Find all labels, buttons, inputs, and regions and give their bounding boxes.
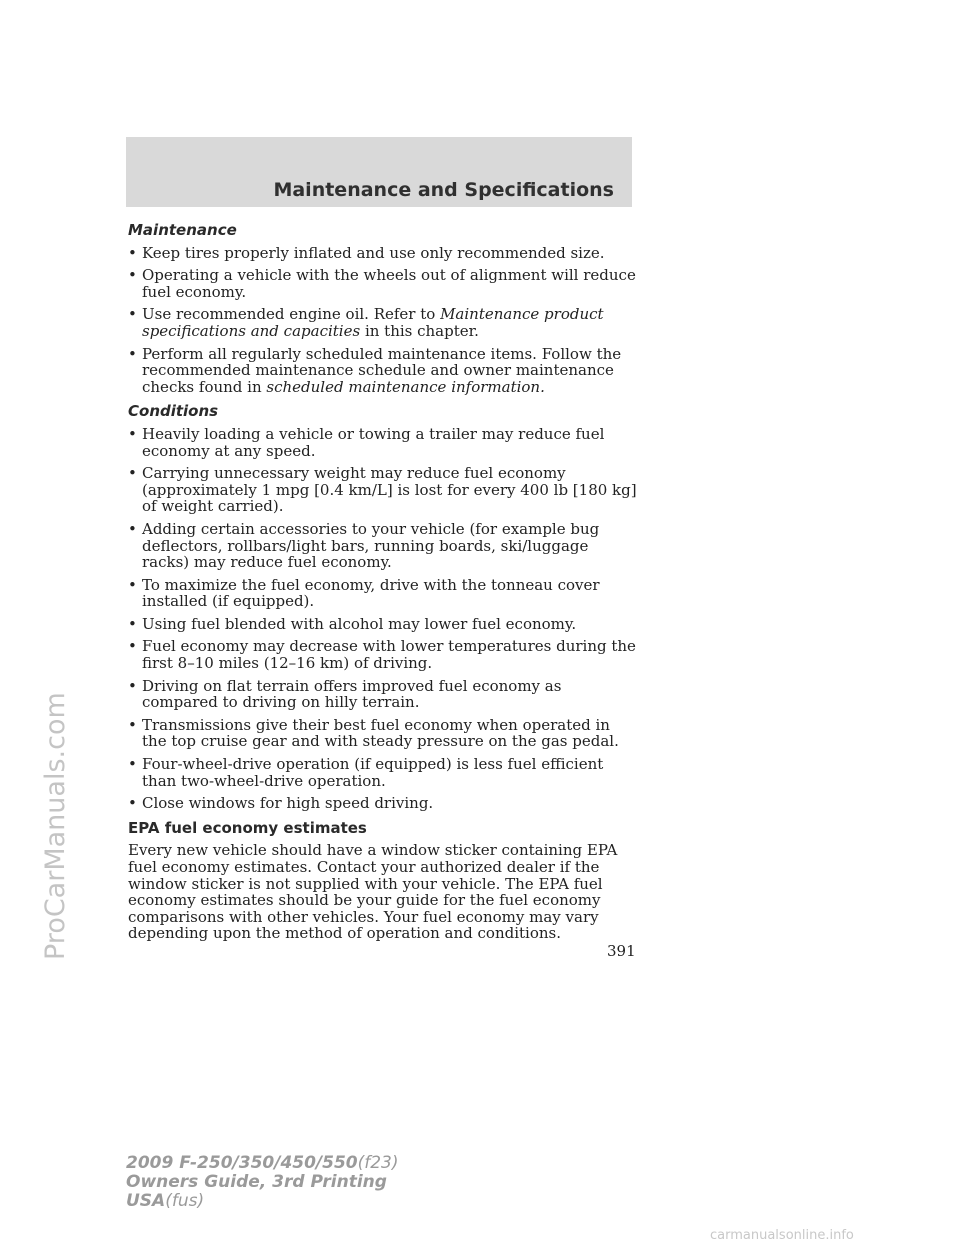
bullet-icon: • <box>128 464 137 483</box>
list-item <box>128 245 638 262</box>
bullet-icon: • <box>128 755 137 774</box>
list-item-text: To maximize the fuel economy, drive with the tonneau cover installed (if equipped). <box>142 575 600 611</box>
page-number: 391 <box>607 942 636 960</box>
conditions-heading: Conditions <box>128 402 219 421</box>
list-item-text: Adding certain accessories to your vehicle (for example bug deflectors, rollbars/light bars, running boards, ski/luggage racks) may reduce fuel economy. <box>142 519 600 572</box>
footer-line-2: Owners Guide, 3rd Printing <box>126 1172 387 1192</box>
bullet-icon: • <box>128 519 137 538</box>
list-item-text: Close windows for high speed driving. <box>142 794 434 813</box>
list-item-text: Fuel economy may decrease with lower temperatures during the first 8–10 miles (12–16 km) of driving. <box>142 637 636 673</box>
list-item-text: Perform all regularly scheduled maintenance items. Follow the recommended maintenance schedule and owner maintenance checks found in <box>142 344 622 396</box>
bottom-site-logo: carmanualsonline.info <box>710 1228 854 1243</box>
list-item <box>128 267 638 300</box>
list-item-text: Using fuel blended with alcohol may lower fuel economy. <box>142 614 577 633</box>
list-item-text-end: in this chapter. <box>360 321 479 340</box>
footer-line-1 <box>126 1154 399 1173</box>
footer-market-code: (fus) <box>165 1191 205 1211</box>
list-item-text: Operating a vehicle with the wheels out of alignment will reduce fuel economy. <box>142 266 636 301</box>
list-item <box>128 577 638 610</box>
bullet-icon: • <box>128 575 137 594</box>
bullet-icon: • <box>128 424 137 443</box>
list-item-text: Carrying unnecessary weight may reduce fuel economy (approximately 1 mpg [0.4 km/L] is lost for every 400 lb [180 kg] of weight carried). <box>142 464 637 516</box>
bullet-icon: • <box>128 676 137 695</box>
list-item <box>128 426 638 459</box>
list-item <box>128 306 638 339</box>
list-item <box>128 616 638 633</box>
maintenance-heading: Maintenance <box>128 221 237 239</box>
bullet-icon: • <box>128 794 137 813</box>
bullet-icon: • <box>128 637 137 656</box>
epa-heading: EPA fuel economy estimates <box>128 818 367 837</box>
print-footer <box>126 1154 399 1211</box>
side-watermark: ProCarManuals.com <box>40 692 71 960</box>
epa-paragraph: Every new vehicle should have a window sticker containing EPA fuel economy estimates. Contact your authorized dealer if the window sticker is not supplied with your vehicle. The EPA fuel economy estimates should be your guide for the fuel economy comparisons with other vehicles. Your fuel economy may vary depending upon the method of operation and conditions. <box>128 841 618 943</box>
list-item-text: Four-wheel-drive operation (if equipped) is less fuel efficient than two-wheel-drive operation. <box>142 755 604 790</box>
bullet-icon: • <box>128 305 137 324</box>
conditions-list <box>128 426 638 812</box>
list-item <box>128 717 638 750</box>
list-item <box>128 346 638 396</box>
list-item-text: Heavily loading a vehicle or towing a trailer may reduce fuel economy at any speed. <box>142 424 605 460</box>
cross-reference: scheduled maintenance information. <box>266 377 545 396</box>
footer-market: USA <box>126 1191 166 1211</box>
section-title: Maintenance and Specifications <box>273 179 614 201</box>
bullet-icon: • <box>128 266 137 285</box>
footer-model-code: (f23) <box>357 1153 399 1173</box>
bullet-icon: • <box>128 614 137 633</box>
list-item <box>128 521 638 571</box>
list-item-text: Use recommended engine oil. Refer to <box>142 305 441 324</box>
list-item <box>128 795 638 812</box>
list-item <box>128 678 638 711</box>
list-item <box>128 756 638 789</box>
bullet-icon: • <box>128 344 137 363</box>
maintenance-list <box>128 245 638 396</box>
list-item <box>128 638 638 671</box>
bullet-icon: • <box>128 715 137 734</box>
bullet-icon: • <box>128 243 137 262</box>
footer-model: 2009 F-250/350/450/550 <box>126 1153 358 1173</box>
list-item-text: Keep tires properly inflated and use only recommended size. <box>142 243 605 262</box>
cross-reference: Maintenance product specifications and capacities <box>142 305 604 340</box>
section-header-band <box>126 137 632 207</box>
list-item-text: Driving on flat terrain offers improved fuel economy as compared to driving on hilly terrain. <box>142 676 562 712</box>
list-item-text: Transmissions give their best fuel economy when operated in the top cruise gear and with steady pressure on the gas pedal. <box>142 715 619 751</box>
page-content <box>128 222 638 942</box>
footer-line-3 <box>126 1192 399 1211</box>
list-item <box>128 465 638 515</box>
